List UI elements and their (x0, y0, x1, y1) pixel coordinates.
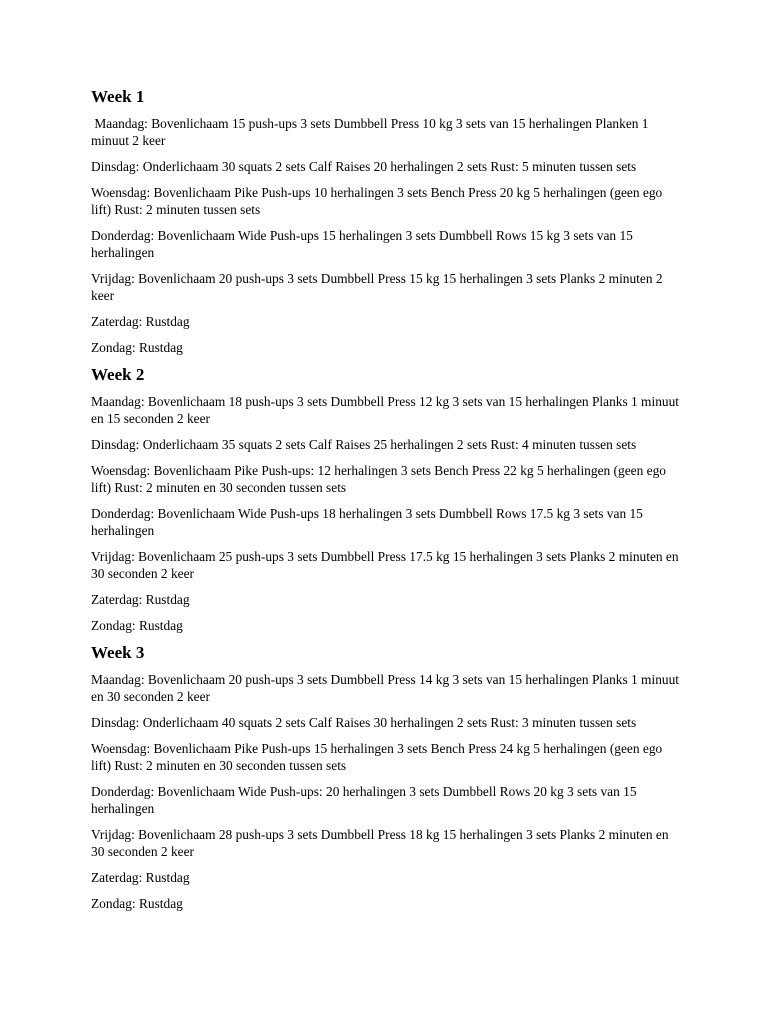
day-entry-donderdag: Donderdag: Bovenlichaam Wide Push-ups 15 herhalingen 3 sets Dumbbell Rows 15 kg 3 sets van 15 herhalingen (91, 228, 633, 260)
day-entry-zondag: Zondag: Rustdag (91, 618, 183, 633)
day-entry-maandag: Maandag: Bovenlichaam 20 push-ups 3 sets Dumbbell Press 14 kg 3 sets van 15 herhalingen Planks 1 minuut en 30 seconden 2 keer (91, 672, 679, 704)
document-page (91, 87, 681, 921)
day-entry-zaterdag: Zaterdag: Rustdag (91, 592, 190, 607)
week-section-3 (91, 643, 681, 912)
day-entry-dinsdag: Dinsdag: Onderlichaam 35 squats 2 sets Calf Raises 25 herhalingen 2 sets Rust: 4 minuten tussen sets (91, 437, 637, 452)
week-section-1 (91, 87, 681, 356)
day-entry-vrijdag: Vrijdag: Bovenlichaam 25 push-ups 3 sets Dumbbell Press 17.5 kg 15 herhalingen 3 sets Planks 2 minuten en 30 seconden 2 keer (91, 549, 679, 581)
day-entry-zaterdag: Zaterdag: Rustdag (91, 870, 190, 885)
day-entry-zaterdag: Zaterdag: Rustdag (91, 314, 190, 329)
day-entry-maandag: Maandag: Bovenlichaam 15 push-ups 3 sets Dumbbell Press 10 kg 3 sets van 15 herhalingen Planken 1 minuut 2 keer (91, 116, 652, 148)
day-entry-woensdag: Woensdag: Bovenlichaam Pike Push-ups 15 herhalingen 3 sets Bench Press 24 kg 5 herhalingen (geen ego lift) Rust: 2 minuten en 30 seconden tussen sets (91, 741, 663, 773)
day-entry-maandag: Maandag: Bovenlichaam 18 push-ups 3 sets Dumbbell Press 12 kg 3 sets van 15 herhalingen Planks 1 minuut en 15 seconden 2 keer (91, 394, 679, 426)
day-entry-zondag: Zondag: Rustdag (91, 896, 183, 911)
day-entry-woensdag: Woensdag: Bovenlichaam Pike Push-ups: 12 herhalingen 3 sets Bench Press 22 kg 5 herhalingen (geen ego lift) Rust: 2 minuten en 30 seconden tussen sets (91, 463, 666, 495)
day-entry-zondag: Zondag: Rustdag (91, 340, 183, 355)
day-entry-woensdag: Woensdag: Bovenlichaam Pike Push-ups 10 herhalingen 3 sets Bench Press 20 kg 5 herhalingen (geen ego lift) Rust: 2 minuten tussen sets (91, 185, 663, 217)
day-entry-donderdag: Donderdag: Bovenlichaam Wide Push-ups 18 herhalingen 3 sets Dumbbell Rows 17.5 kg 3 sets van 15 herhalingen (91, 506, 643, 538)
week-heading: Week 2 (91, 365, 145, 384)
day-entry-dinsdag: Dinsdag: Onderlichaam 40 squats 2 sets Calf Raises 30 herhalingen 2 sets Rust: 3 minuten tussen sets (91, 715, 637, 730)
week-heading: Week 1 (91, 87, 145, 106)
day-entry-vrijdag: Vrijdag: Bovenlichaam 20 push-ups 3 sets Dumbbell Press 15 kg 15 herhalingen 3 sets Planks 2 minuten 2 keer (91, 271, 663, 303)
week-section-2 (91, 365, 681, 634)
day-entry-vrijdag: Vrijdag: Bovenlichaam 28 push-ups 3 sets Dumbbell Press 18 kg 15 herhalingen 3 sets Planks 2 minuten en 30 seconden 2 keer (91, 827, 669, 859)
week-heading: Week 3 (91, 643, 145, 662)
day-entry-dinsdag: Dinsdag: Onderlichaam 30 squats 2 sets Calf Raises 20 herhalingen 2 sets Rust: 5 minuten tussen sets (91, 159, 637, 174)
day-entry-donderdag: Donderdag: Bovenlichaam Wide Push-ups: 20 herhalingen 3 sets Dumbbell Rows 20 kg 3 sets van 15 herhalingen (91, 784, 637, 816)
